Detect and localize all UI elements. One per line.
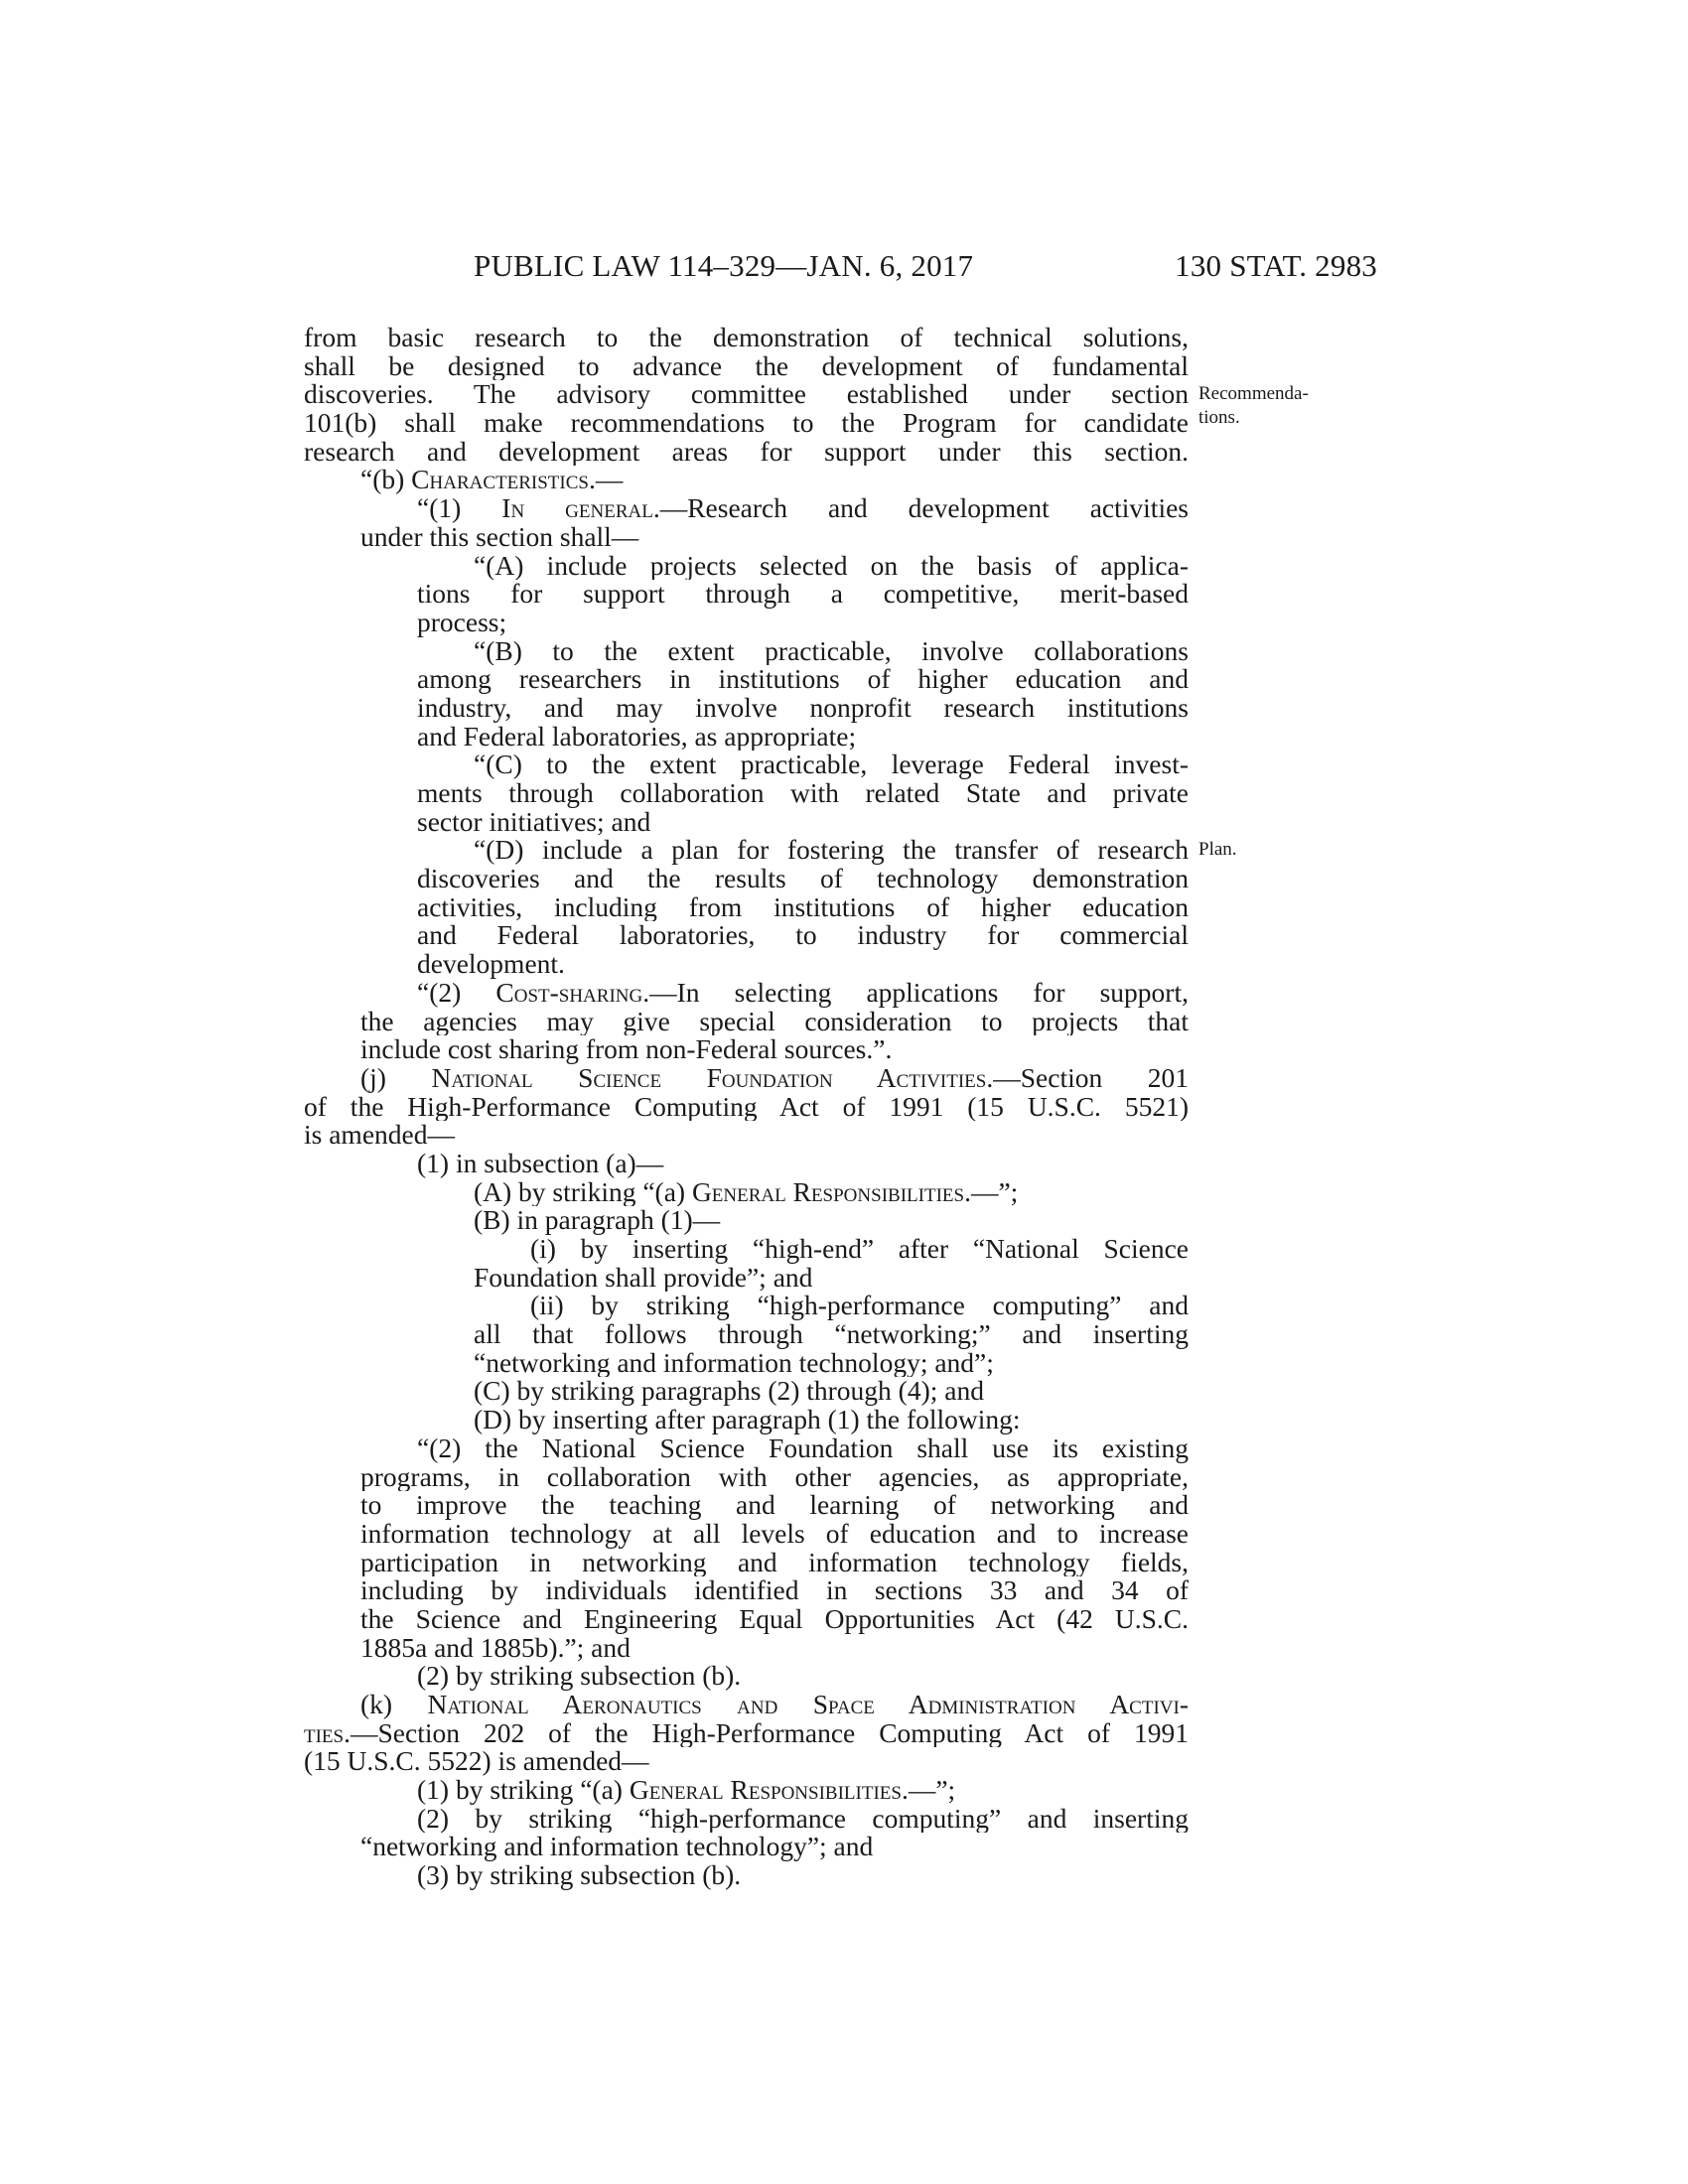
text-line: and Federal laboratories, as appropriate;: [417, 722, 857, 751]
text-line: and Federal laboratories, to industry for commercial: [417, 921, 1189, 951]
text-line: “(C) to the extent practicable, leverage Federal invest-: [474, 751, 1189, 779]
text-line: discoveries and the results of technology demonstration: [417, 865, 1189, 893]
margin-note-recommendations: [1198, 382, 1309, 430]
margin-note-line: tions.: [1198, 407, 1240, 428]
running-header-left: PUBLIC LAW 114–329—JAN. 6, 2017: [474, 248, 974, 283]
text-line: ments through collaboration with related State and private: [417, 779, 1189, 808]
subsection-b-heading: “(b) Characteristics.—: [360, 466, 624, 495]
margin-note-line: Recommenda-: [1198, 383, 1309, 404]
text-line: participation in networking and information technology fields,: [360, 1548, 1189, 1577]
text-line: the Science and Engineering Equal Opportunities Act (42 U.S.C.: [360, 1604, 1189, 1634]
text-line: 101(b) shall make recommendations to the Program for candidate: [304, 409, 1189, 438]
quoted-paragraph-2: [360, 1434, 1189, 1663]
text-line: (ii) by striking “high-performance computing” and: [530, 1292, 1189, 1321]
text-line: “networking and information technology; and”;: [474, 1348, 994, 1378]
text-line: ties.—Section 202 of the High-Performance Computing Act of 1991: [304, 1718, 1189, 1748]
text-line: programs, in collaboration with other agencies, as appropriate,: [360, 1462, 1189, 1492]
text-line: (C) by striking paragraphs (2) through (4); and: [474, 1377, 984, 1407]
text-line: including by individuals identified in sections 33 and 34 of: [360, 1576, 1189, 1605]
text-line: industry, and may involve nonprofit research institutions: [417, 693, 1189, 723]
text-line: (A) by striking “(a) General Responsibilities.—”;: [474, 1177, 1019, 1207]
text-line: (1) by striking “(a) General Responsibilities.—”;: [417, 1776, 956, 1805]
text-line: under this section shall—: [360, 522, 639, 552]
text-line: is amended—: [304, 1121, 455, 1150]
paragraph-cost-sharing: [304, 979, 1189, 1064]
text-line: “(B) to the extent practicable, involve collaborations: [474, 636, 1189, 666]
text-line: shall be designed to advance the development of fundamental: [304, 351, 1189, 381]
text-line: tions for support through a competitive, merit-based: [417, 580, 1189, 609]
text-line: to improve the teaching and learning of networking and: [360, 1491, 1189, 1520]
text-line: (2) by striking “high-performance computing” and inserting: [417, 1804, 1189, 1834]
clause-A: [417, 552, 1189, 637]
text-line: research and development areas for support under this section.: [304, 437, 1189, 467]
text-line: (k) National Aeronautics and Space Administration Activi-: [360, 1691, 1189, 1719]
text-line: information technology at all levels of education and to increase: [360, 1519, 1189, 1549]
text-line: (1) in subsection (a)—: [417, 1149, 664, 1178]
running-header-right: 130 STAT. 2983: [1175, 248, 1377, 283]
text-line: “(A) include projects selected on the basis of applica-: [474, 551, 1189, 581]
clause-B: [417, 637, 1189, 751]
text-line: “(D) include a plan for fostering the transfer of research: [474, 836, 1189, 866]
text-line: include cost sharing from non-Federal sources.”.: [360, 1035, 893, 1064]
paragraph-b1: [304, 494, 1189, 551]
subsection-j: [304, 1064, 1189, 1150]
text-line: “(2) Cost-sharing.—In selecting applications for support,: [417, 978, 1189, 1008]
text-line: “(2) the National Science Foundation shall use its existing: [417, 1433, 1189, 1463]
text-line: (i) by inserting “high-end” after “National Science: [530, 1235, 1189, 1264]
text-line: all that follows through “networking;” and inserting: [474, 1320, 1189, 1349]
text-line: (2) by striking subsection (b).: [417, 1662, 742, 1691]
text-line: “networking and information technology”; and: [360, 1833, 874, 1862]
paragraph-k2: [304, 1805, 1189, 1861]
subsection-k: [304, 1691, 1189, 1776]
text-line: development.: [417, 950, 565, 979]
text-line: (B) in paragraph (1)—: [474, 1206, 721, 1235]
margin-note-plan: Plan.: [1198, 839, 1237, 860]
text-line: (D) by inserting after paragraph (1) the following:: [474, 1406, 1021, 1434]
text-line: the agencies may give special consideration to projects that: [360, 1007, 1189, 1036]
text-line: process;: [417, 608, 507, 637]
text-line: (j) National Science Foundation Activities.—Section 201: [360, 1063, 1189, 1093]
paragraph-intro: [304, 324, 1189, 466]
text-line: Foundation shall provide”; and: [474, 1263, 813, 1293]
text-line: of the High-Performance Computing Act of 1991 (15 U.S.C. 5521): [304, 1092, 1189, 1122]
statute-body: [304, 324, 1189, 1890]
text-line: discoveries. The advisory committee established under section: [304, 380, 1189, 410]
text-line: activities, including from institutions of higher education: [417, 892, 1189, 922]
clause-D: [417, 836, 1189, 978]
text-line: (3) by striking subsection (b).: [417, 1861, 742, 1890]
text-line: among researchers in institutions of higher education and: [417, 665, 1189, 694]
item-ii: [474, 1292, 1189, 1377]
text-line: 1885a and 1885b).”; and: [360, 1633, 631, 1663]
text-line: (15 U.S.C. 5522) is amended—: [304, 1747, 649, 1777]
text-line: “(1) In general.—Research and development activities: [417, 494, 1189, 523]
clause-C: [417, 751, 1189, 836]
text-line: sector initiatives; and: [417, 807, 651, 837]
text-line: from basic research to the demonstration of technical solutions,: [304, 324, 1189, 352]
item-i: [474, 1235, 1189, 1292]
